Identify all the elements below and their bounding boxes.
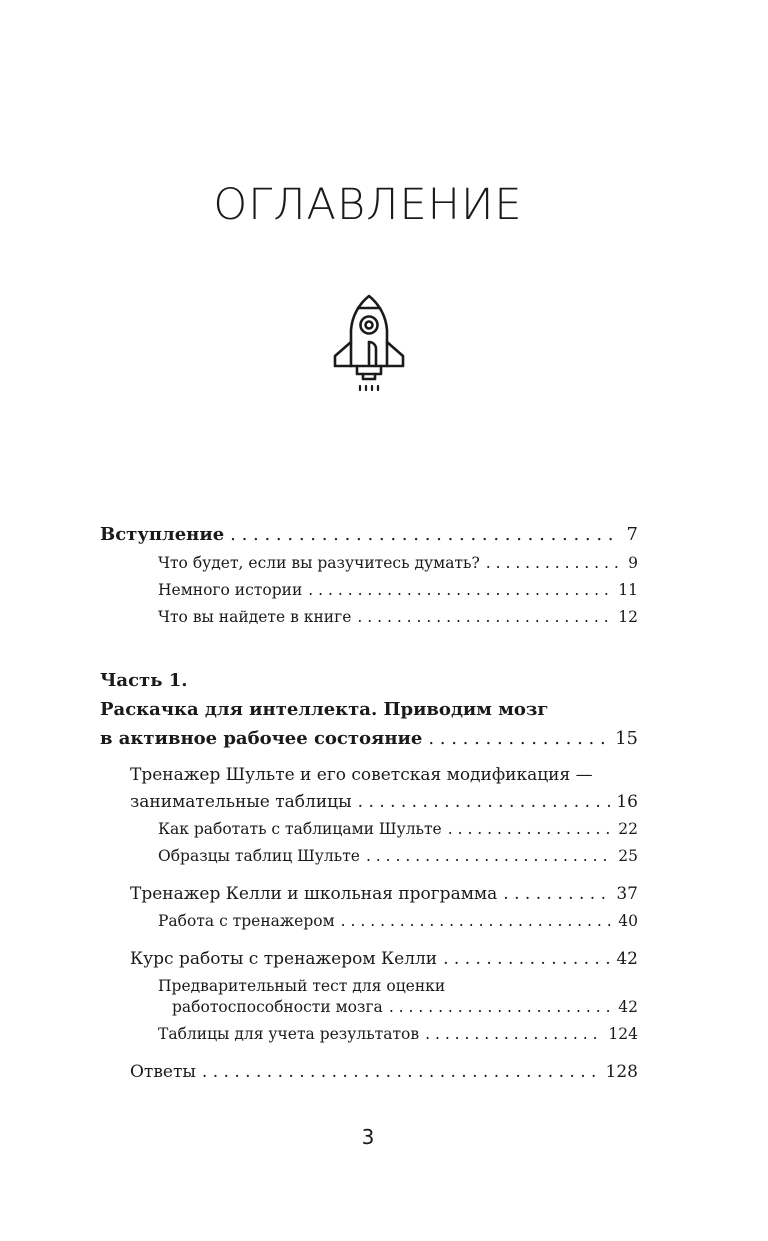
toc-entry-course[interactable] bbox=[130, 949, 638, 969]
toc-entry[interactable] bbox=[158, 581, 638, 599]
toc-entry-label: Образцы таблиц Шульте bbox=[158, 847, 360, 865]
part-heading-line: Часть 1. bbox=[100, 670, 188, 691]
leader-dots bbox=[341, 912, 613, 930]
toc-entry-page: 42 bbox=[618, 998, 638, 1016]
toc-entry-kelly[interactable] bbox=[130, 884, 638, 904]
leader-dots bbox=[425, 1025, 602, 1043]
leader-dots bbox=[389, 998, 612, 1016]
toc-entry-label: Что вы найдете в книге bbox=[158, 608, 352, 626]
toc-entry-label: Тренажер Шульте и его советская модификация — bbox=[130, 765, 593, 785]
toc-entry[interactable] bbox=[158, 608, 638, 626]
toc-entry-schulte[interactable] bbox=[130, 792, 638, 812]
toc-entry-page: 40 bbox=[618, 912, 638, 930]
leader-dots bbox=[308, 581, 612, 599]
toc-entry-page: 15 bbox=[615, 728, 638, 749]
toc-entry[interactable] bbox=[158, 912, 638, 930]
toc-entry-test[interactable] bbox=[158, 998, 638, 1016]
toc-entry-label: Тренажер Келли и школьная программа bbox=[130, 884, 498, 904]
leader-dots bbox=[448, 820, 613, 838]
toc-entry-page: 11 bbox=[618, 581, 638, 599]
toc-entry-label: Немного истории bbox=[158, 581, 303, 599]
toc-entry[interactable] bbox=[158, 554, 638, 572]
toc-entry[interactable] bbox=[158, 847, 638, 865]
toc-entry-label: Таблицы для учета результатов bbox=[158, 1025, 420, 1043]
page-number: 3 bbox=[361, 1125, 375, 1149]
leader-dots bbox=[357, 608, 612, 626]
page-title: ОГЛАВЛЕНИЕ bbox=[213, 180, 523, 230]
toc-entry-label: работоспособности мозга bbox=[172, 998, 383, 1016]
leader-dots bbox=[503, 884, 610, 904]
part-heading-line: Раскачка для интеллекта. Приводим мозг bbox=[100, 699, 549, 720]
toc-entry-page: 9 bbox=[628, 554, 638, 572]
toc-entry-label: Предварительный тест для оценки bbox=[158, 977, 446, 995]
toc-entry-page: 22 bbox=[618, 820, 638, 838]
toc-entry-label: Что будет, если вы разучитесь думать? bbox=[158, 554, 480, 572]
toc-entry[interactable] bbox=[158, 820, 638, 838]
leader-dots bbox=[443, 949, 610, 969]
toc-entry-label: Работа с тренажером bbox=[158, 912, 335, 930]
toc-entry[interactable] bbox=[158, 1025, 638, 1043]
leader-dots bbox=[230, 524, 620, 545]
toc-entry-page: 128 bbox=[605, 1062, 638, 1082]
toc-entry-label: Как работать с таблицами Шульте bbox=[158, 820, 442, 838]
leader-dots bbox=[428, 728, 609, 749]
toc-entry-label: Вступление bbox=[100, 524, 225, 545]
toc-entry-intro[interactable] bbox=[100, 524, 638, 545]
toc-entry-page: 42 bbox=[616, 949, 638, 969]
toc-entry-part1[interactable] bbox=[100, 728, 638, 749]
leader-dots bbox=[202, 1062, 600, 1082]
leader-dots bbox=[366, 847, 612, 865]
toc-entry-page: 12 bbox=[618, 608, 638, 626]
toc-entry-page: 16 bbox=[616, 792, 638, 812]
toc-entry-page: 124 bbox=[608, 1025, 638, 1043]
toc-entry-label: Курс работы с тренажером Келли bbox=[130, 949, 438, 969]
toc-entry-label: Ответы bbox=[130, 1062, 196, 1082]
leader-dots bbox=[486, 554, 622, 572]
toc-entry-label: в активное рабочее состояние bbox=[100, 728, 423, 749]
rocket-icon bbox=[331, 294, 407, 392]
toc-entry-answers[interactable] bbox=[130, 1062, 638, 1082]
toc-entry-label: занимательные таблицы bbox=[130, 792, 352, 812]
toc-entry-page: 37 bbox=[616, 884, 638, 904]
toc-entry-page: 25 bbox=[618, 847, 638, 865]
leader-dots bbox=[358, 792, 611, 812]
toc-entry-page: 7 bbox=[626, 524, 638, 545]
